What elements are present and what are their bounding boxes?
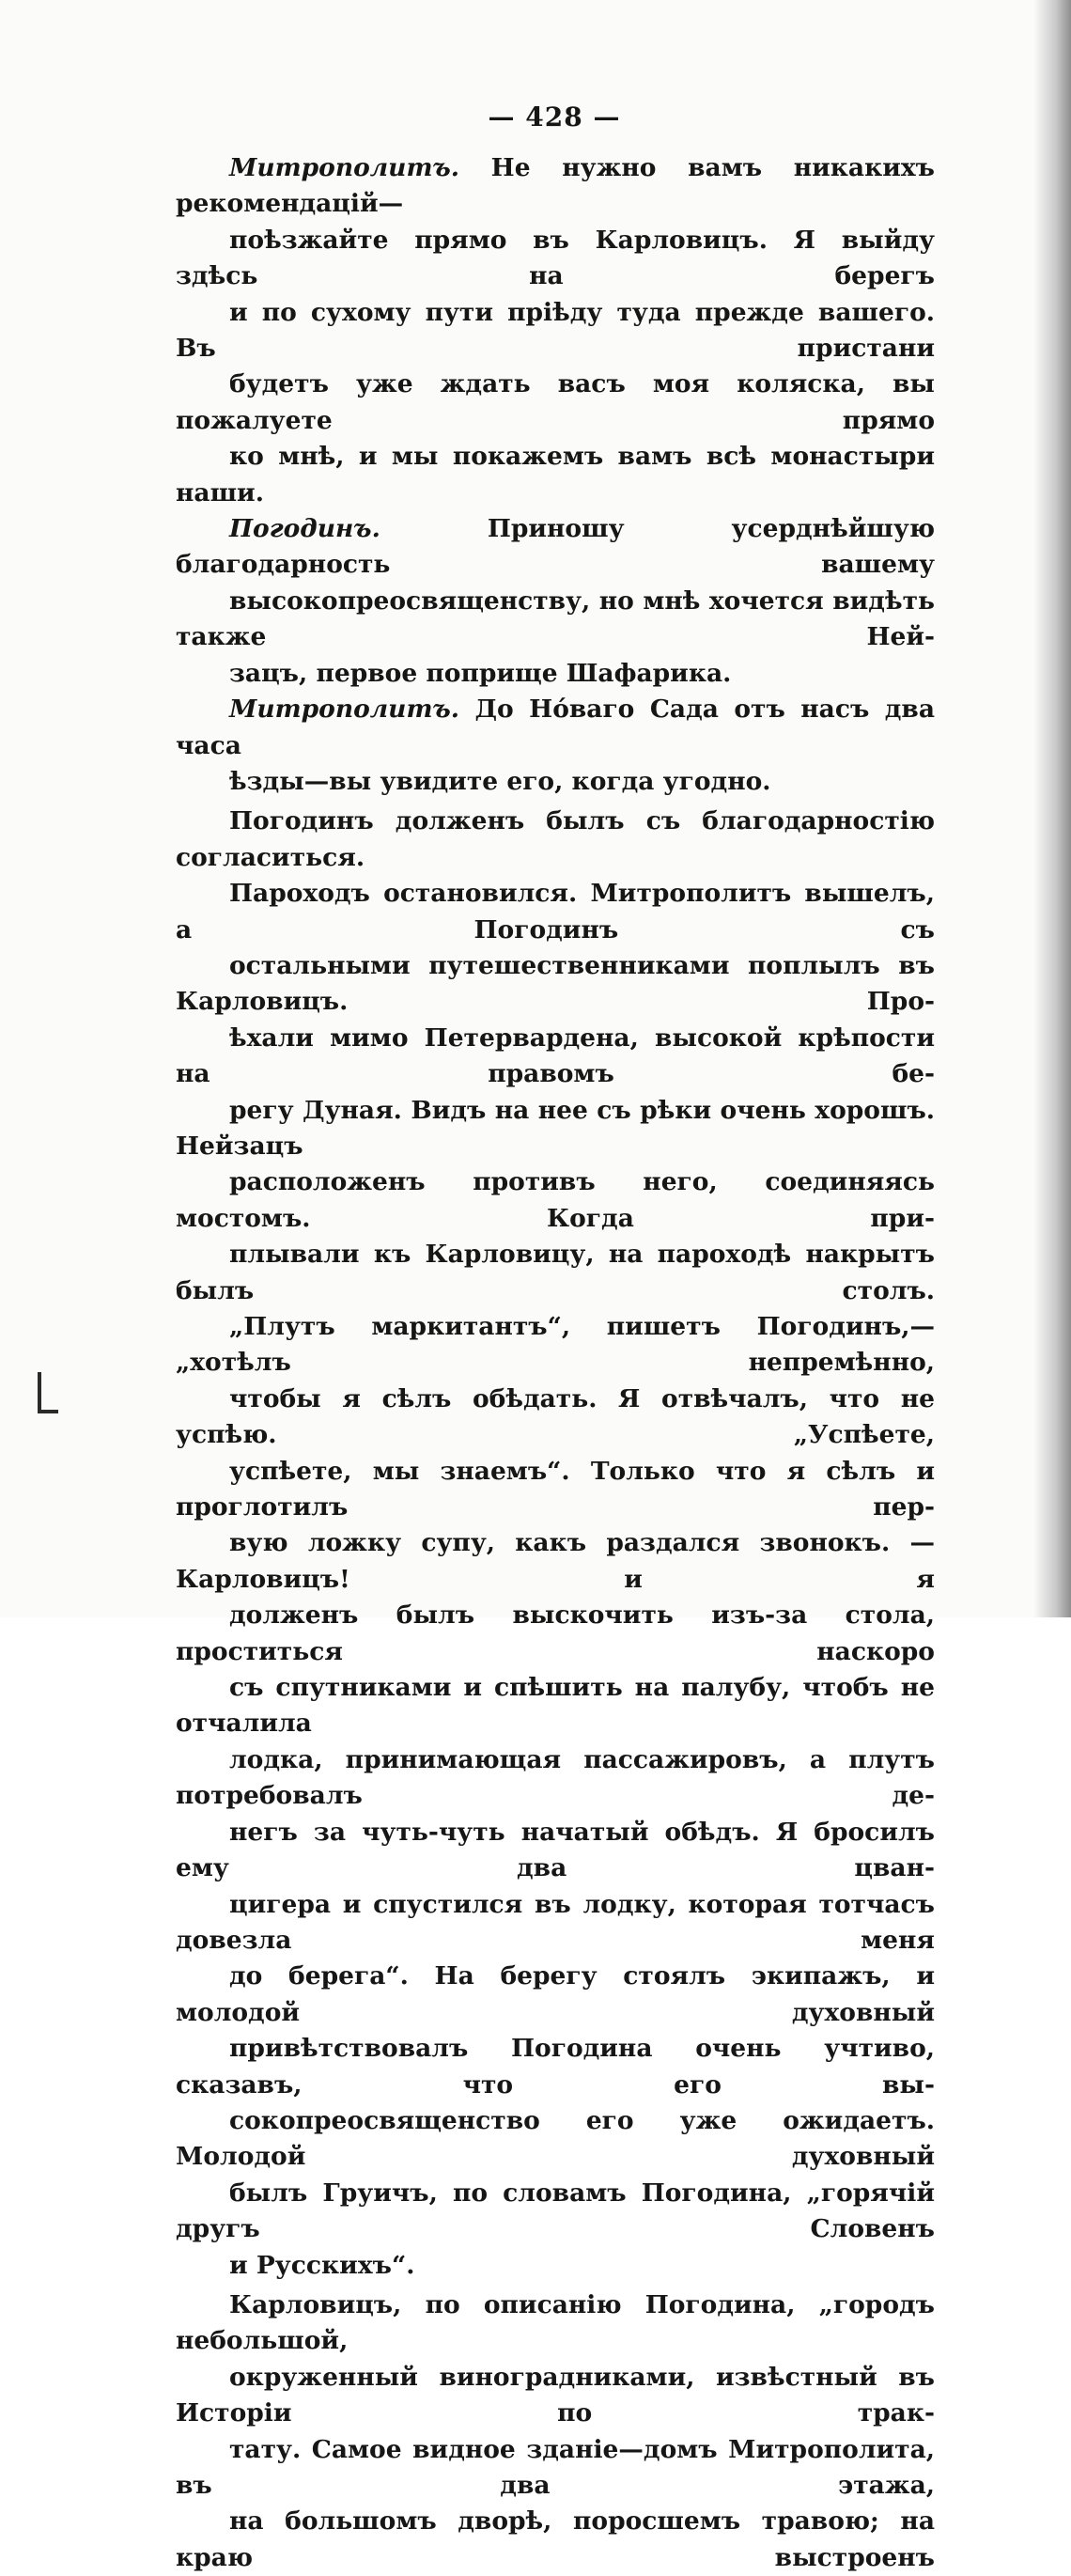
text-line: и по сухому пути пріѣду туда прежде вашего. Въ пристани <box>176 297 935 364</box>
text-line: съ спутниками и спѣшить на палубу, чтобъ не отчалила <box>176 1673 935 1739</box>
crop-mark <box>38 1372 41 1413</box>
text-line: Погодинъ долженъ былъ съ благодарностію согласиться. <box>176 806 935 872</box>
text-line: будетъ уже ждать васъ моя коляска, вы пожалуете прямо <box>176 369 935 435</box>
text-line: привѣтствовалъ Погодина очень учтиво, сказавъ, что его вы- <box>176 2034 935 2100</box>
crop-mark <box>38 1410 58 1413</box>
text-line: вую ложку супу, какъ раздался звонокъ. — Карловицъ! и я <box>176 1528 935 1594</box>
text-line: Митрополитъ. До Нóваго Сада отъ насъ два часа <box>176 695 935 760</box>
text-line: Погодинъ. Приношу усерднѣйшую благодарность вашему <box>176 514 935 580</box>
page-number: — 428 — <box>488 101 621 133</box>
paragraph <box>176 692 935 800</box>
speaker-name: Митрополитъ. <box>229 695 459 725</box>
text-line: плывали къ Карловицу, на пароходѣ накрытъ былъ столъ. <box>176 1240 935 1305</box>
text-line: высокопреосвященству, но мнѣ хочется видѣть также Ней- <box>176 585 935 652</box>
paragraph <box>176 804 935 2284</box>
text-line: „Плутъ маркитантъ“, пишетъ Погодинъ,—„хотѣлъ непремѣнно, <box>176 1312 935 1378</box>
text-line: зацъ, первое поприще Шафарика. <box>229 658 732 688</box>
text-line: чтобы я сѣлъ обѣдать. Я отвѣчалъ, что не успѣю. „Успѣете, <box>176 1383 935 1450</box>
text-line: поѣзжайте прямо въ Карловицъ. Я выйду здѣсь на берегъ <box>176 225 935 291</box>
speaker-name: Погодинъ. <box>229 514 380 544</box>
text-line: ѣхали мимо Петервардена, высокой крѣпости на правомъ бе- <box>176 1023 935 1089</box>
text-line: Пароходъ остановился. Митрополитъ вышелъ, а Погодинъ съ <box>176 879 935 945</box>
text-line: до берега“. На берегу стоялъ экипажъ, и молодой духовный <box>176 1961 935 2027</box>
text-line: лодка, принимающая пассажировъ, а плутъ потребовалъ де- <box>176 1744 935 1811</box>
text-line: окруженный виноградниками, извѣстный въ Исторіи по трак- <box>176 2362 935 2428</box>
text-line: и Русскихъ“. <box>229 2250 415 2280</box>
page-edge-shadow <box>1033 0 1071 1617</box>
text-line: Карловицъ, по описанію Погодина, „городъ небольшой, <box>176 2289 935 2356</box>
text-line: ѣзды—вы увидите его, когда угодно. <box>229 766 771 796</box>
text-line: Митрополитъ. Не нужно вамъ никакихъ рекомендацій— <box>176 153 935 219</box>
text-line: на большомъ дворѣ, поросшемъ травою; на краю выстроенъ <box>176 2506 935 2572</box>
text-line: расположенъ противъ него, соединяясь мостомъ. Когда при- <box>176 1167 935 1233</box>
text-line: тату. Самое видное зданіе—домъ Митрополита, въ два этажа, <box>176 2434 935 2500</box>
text-line: цигера и спустился въ лодку, которая тотчасъ довезла меня <box>176 1889 935 1955</box>
paragraph <box>176 150 935 511</box>
body-text <box>176 150 935 2576</box>
paragraph <box>176 511 935 692</box>
speaker-name: Митрополитъ. <box>229 153 459 182</box>
text-line: регу Дуная. Видъ на нее съ рѣки очень хорошъ. Нейзацъ <box>176 1095 935 1161</box>
text-line: сокопреосвященство его уже ожидаетъ. Молодой духовный <box>176 2105 935 2172</box>
paragraph <box>176 2287 935 2576</box>
text-line: долженъ былъ выскочить изъ-за стола, проститься наскоро <box>176 1600 935 1666</box>
text-line: остальными путешественниками поплылъ въ Карловицъ. Про- <box>176 950 935 1017</box>
text-line: успѣете, мы знаемъ“. Только что я сѣлъ и проглотилъ пер- <box>176 1456 935 1522</box>
text-line: былъ Груичъ, по словамъ Погодина, „горячій другъ Словенъ <box>176 2178 935 2244</box>
text-line: негъ за чуть-чуть начатый обѣдъ. Я бросилъ ему два цван- <box>176 1817 935 1883</box>
text-line: ко мнѣ, и мы покажемъ вамъ всѣ монастыри наши. <box>176 442 935 507</box>
